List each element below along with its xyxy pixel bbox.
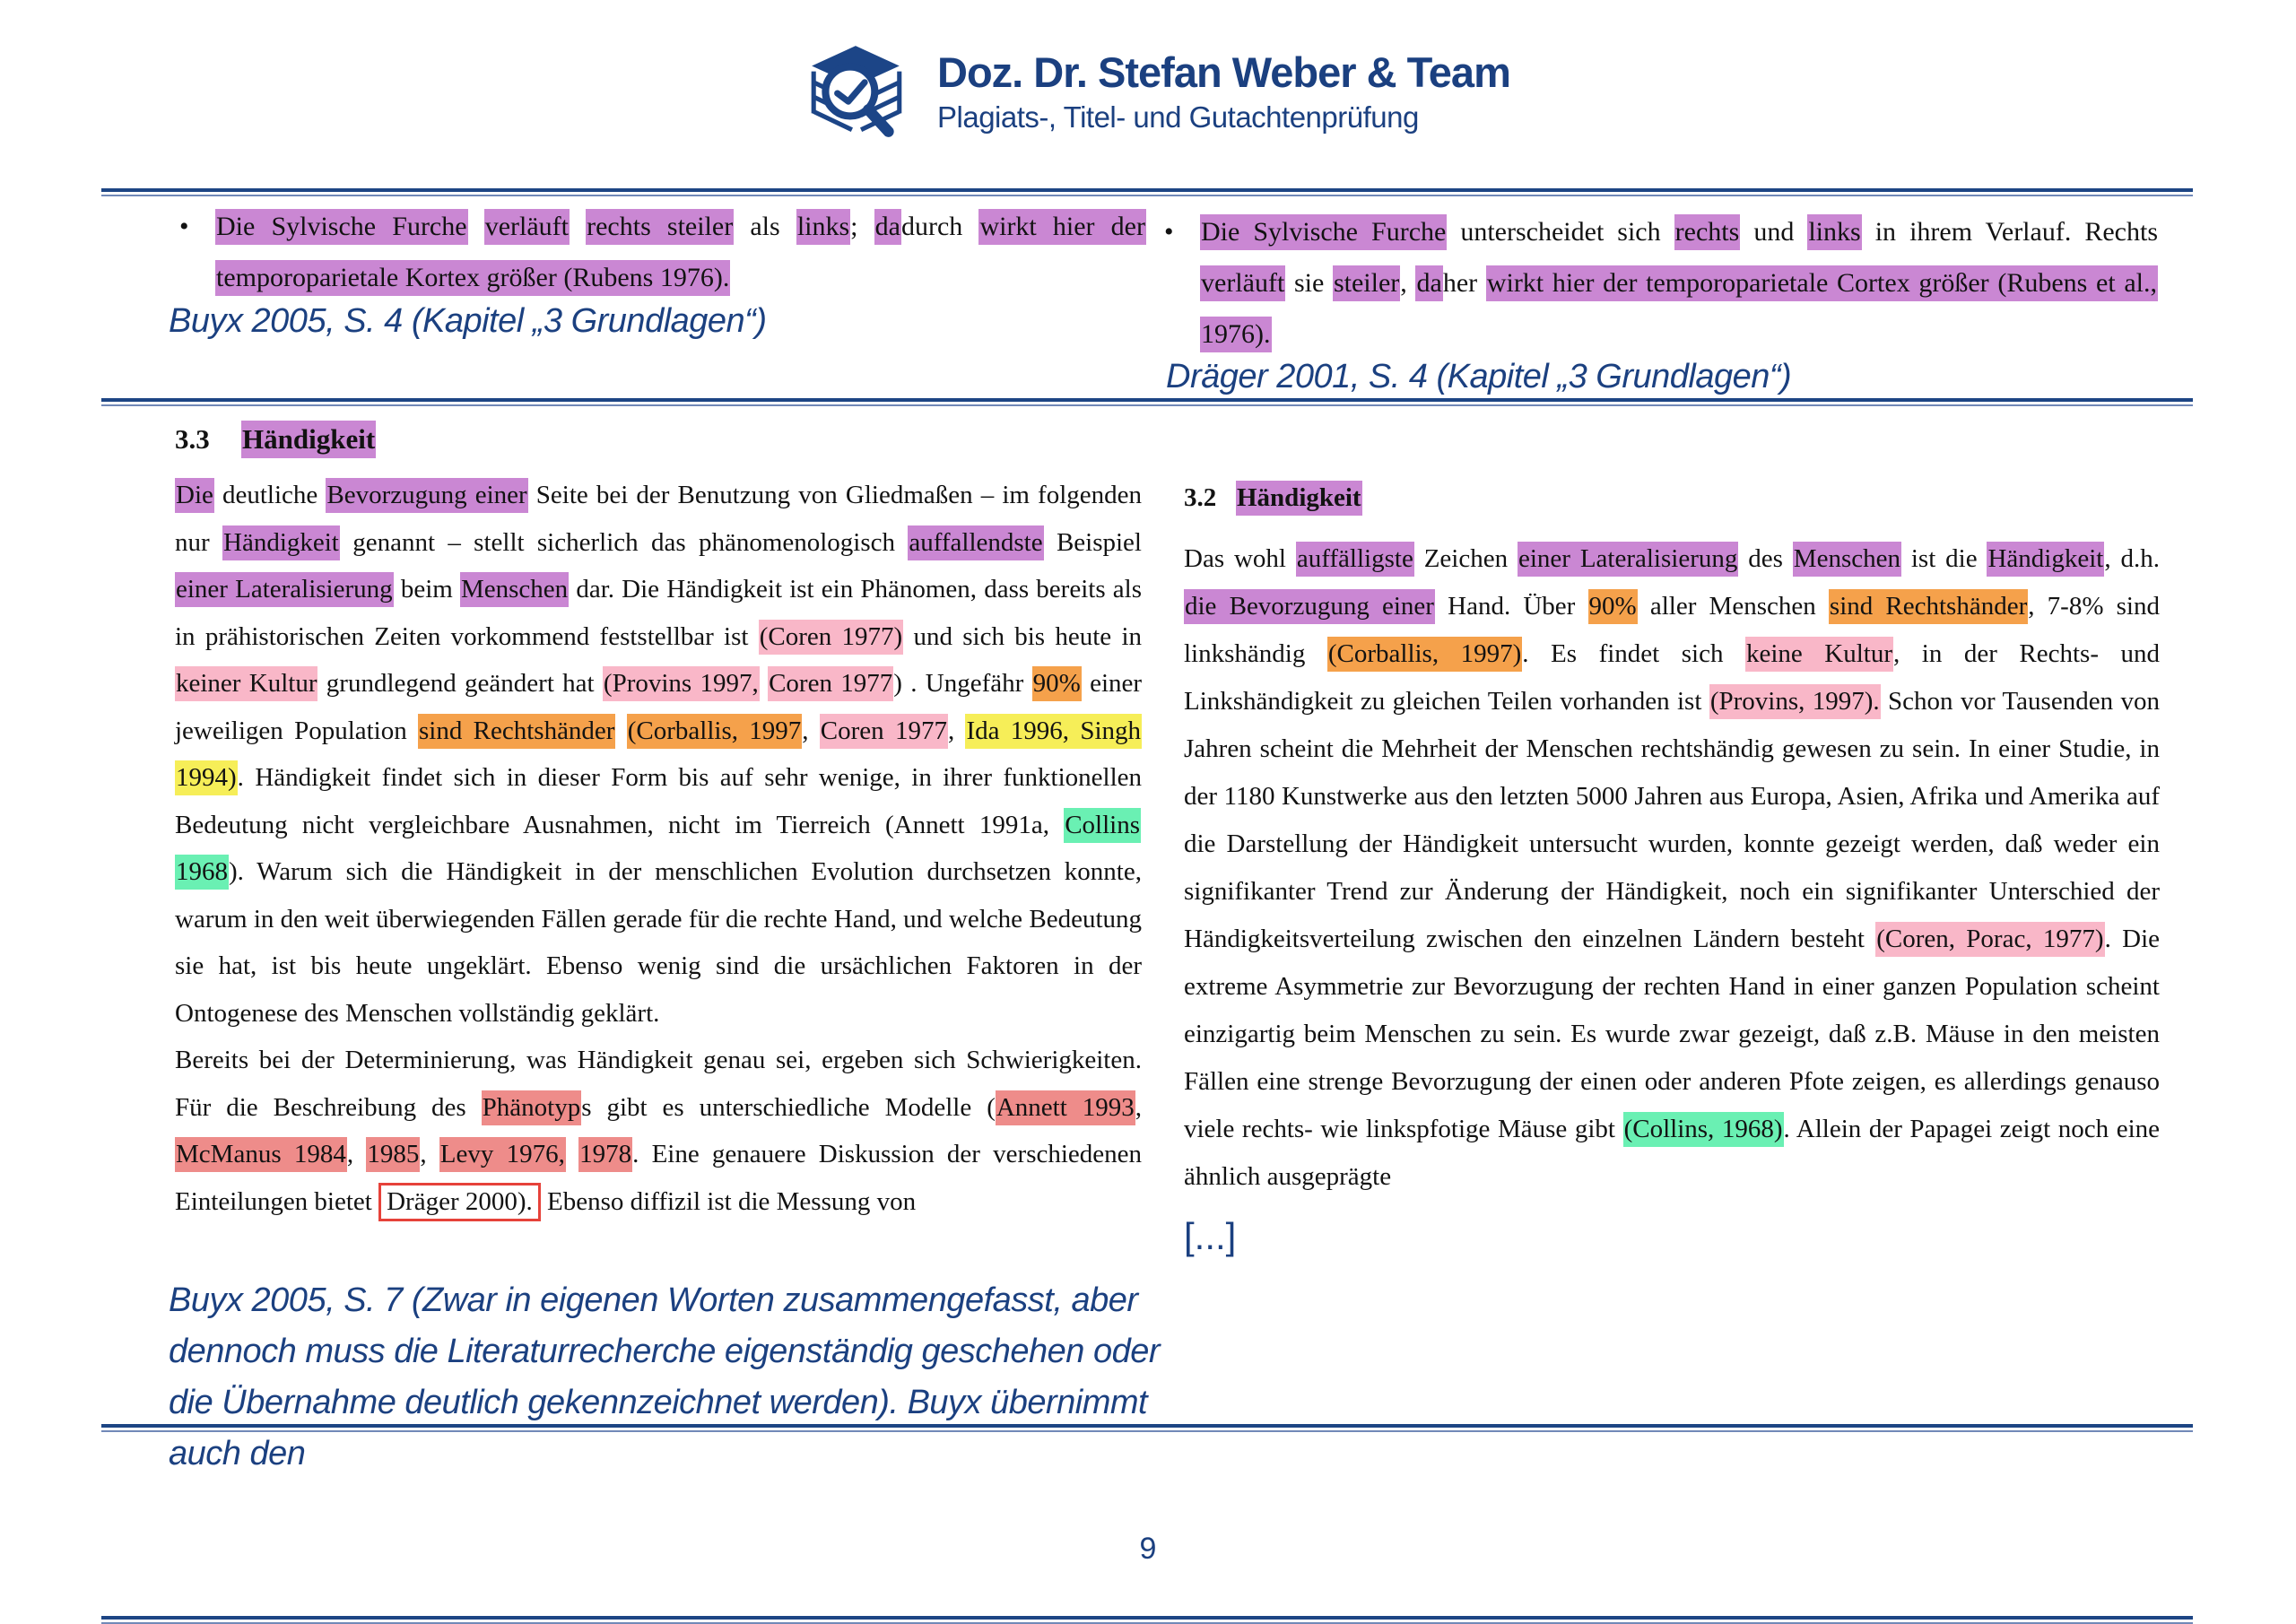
section-title: Händigkeit bbox=[241, 421, 376, 458]
excerpt-buyx-s4-text: Die Sylvische Furche verläuft rechts steiler als links; dadurch wirkt hier der temporoparietale Kortex größer (Rubens 1976). bbox=[215, 201, 1146, 303]
header-subtitle: Plagiats-, Titel- und Gutachtenprüfung bbox=[937, 100, 1419, 135]
excerpt-draeger-s4-text: Die Sylvische Furche unterscheidet sich rechts und links in ihrem Verlauf. Rechts verläuft sie steiler, daher wirkt hier der temporoparietale Cortex größer (Rubens et al., 1976). bbox=[1200, 206, 2158, 360]
divider-bottom bbox=[101, 1424, 2193, 1432]
divider-middle bbox=[101, 398, 2193, 406]
right-document-column bbox=[1184, 480, 2160, 1258]
divider-page-edge bbox=[101, 1616, 2193, 1624]
source-caption-draeger-2001-s4: Dräger 2001, S. 4 (Kapitel „3 Grundlagen“) bbox=[1166, 358, 1792, 395]
section-title: Händigkeit bbox=[1236, 481, 1362, 516]
left-document-column bbox=[175, 421, 1142, 1225]
section-heading-right bbox=[1184, 480, 2160, 516]
logo-books-magnifier-icon bbox=[803, 34, 912, 149]
right-column-body: Das wohl auffälligste Zeichen einer Lateralisierung des Menschen ist die Händigkeit, d.h. die Bevorzugung einer Hand. Über 90% aller Menschen sind Rechtshänder, 7-8% sind linkshändig (Corballis, 1997). Es findet sich keine Kultur, in der Rechts- und Linkshändigkeit zu gleichen Teilen vorhanden ist (Provins, 1997). Schon vor Tausenden von Jahren scheint die Mehrheit der Menschen rechtshändig gewesen zu sein. In einer Studie, in der 1180 Kunstwerke aus den letzten 5000 Jahren aus Europa, Asien, Afrika und Amerika auf die Darstellung der Händigkeit untersucht wurden, konnte gezeigt werden, daß weder ein signifikanter Trend zur Änderung der Händigkeit, noch ein signifikanter Unterschied der Händigkeitsverteilung zwischen den einzelnen Ländern besteht (Coren, Porac, 1977). Die extreme Asymmetrie zur Bevorzugung der rechten Hand in einer ganzen Population scheint einzigartig beim Menschen zu sein. Es wurde zwar gezeigt, daß z.B. Mäuse in den meisten Fällen eine strenge Bevorzugung der einen oder anderen Pfote zeigen, es allerdings genauso viele rechts- wie linkspfotige Mäuse gibt (Collins, 1968). Allein der Papagei zeigt noch eine ähnlich ausgeprägte bbox=[1184, 535, 2160, 1201]
header-text bbox=[937, 48, 1510, 135]
omission-ellipsis: [...] bbox=[1184, 1215, 1237, 1257]
source-caption-buyx-2005-s7: Buyx 2005, S. 7 (Zwar in eigenen Worten zusammengefasst, aber dennoch muss die Literaturrecherche eigenständig geschehen oder die Übernahme deutlich gekennzeichnet werden). Buyx übernimmt auch den bbox=[169, 1281, 1161, 1472]
section-heading-left bbox=[175, 421, 1142, 457]
left-column-body: Die deutliche Bevorzugung einer Seite bei der Benutzung von Gliedmaßen – im folgenden nur Händigkeit genannt – stellt sicherlich das phänomenologisch auffallendste Beispiel einer Lateralisierung beim Menschen dar. Die Händigkeit ist ein Phänomen, dass bereits als in prähistorischen Zeiten vorkommend feststellbar ist (Coren 1977) und sich bis heute in keiner Kultur grundlegend geändert hat (Provins 1997, Coren 1977) . Ungefähr 90% einer jeweiligen Population sind Rechtshänder (Corballis, 1997, Coren 1977, Ida 1996, Singh 1994). Händigkeit findet sich in dieser Form bis auf sehr wenige, in ihrer funktionellen Bedeutung nicht vergleichbare Ausnahmen, nicht im Tierreich (Annett 1991a, Collins 1968). Warum sich die Händigkeit in der menschlichen Evolution durchsetzen konnte, warum in den weit überwiegenden Fällen gerade für die rechte Hand, und welche Bedeutung sie hat, ist bis heute ungeklärt. Ebenso wenig sind die ursächlichen Faktoren in der Ontogenese des Menschen vollständig geklärt. Bereits bei der Determinierung, was Händigkeit genau sei, ergeben sich Schwierigkeiten. Für die Beschreibung des Phänotyps gibt es unterschiedliche Modelle (Annett 1993, McManus 1984, 1985, Levy 1976, 1978. Eine genauere Diskussion der verschiedenen Einteilungen bietet Dräger 2000). Ebenso diffizil ist die Messung von bbox=[175, 472, 1142, 1225]
header-title: Doz. Dr. Stefan Weber & Team bbox=[937, 48, 1510, 96]
source-caption-buyx-2005-s4: Buyx 2005, S. 4 (Kapitel „3 Grundlagen“) bbox=[169, 302, 767, 340]
bullet-icon: • bbox=[1164, 217, 1174, 247]
excerpt-buyx-s4 bbox=[179, 201, 1146, 303]
section-number: 3.2 bbox=[1184, 483, 1217, 512]
page-number: 9 bbox=[1139, 1532, 1157, 1566]
header bbox=[803, 34, 1510, 149]
bullet-icon: • bbox=[179, 212, 189, 241]
section-number: 3.3 bbox=[175, 423, 210, 455]
divider-top bbox=[101, 188, 2193, 196]
excerpt-draeger-s4 bbox=[1164, 206, 2158, 360]
